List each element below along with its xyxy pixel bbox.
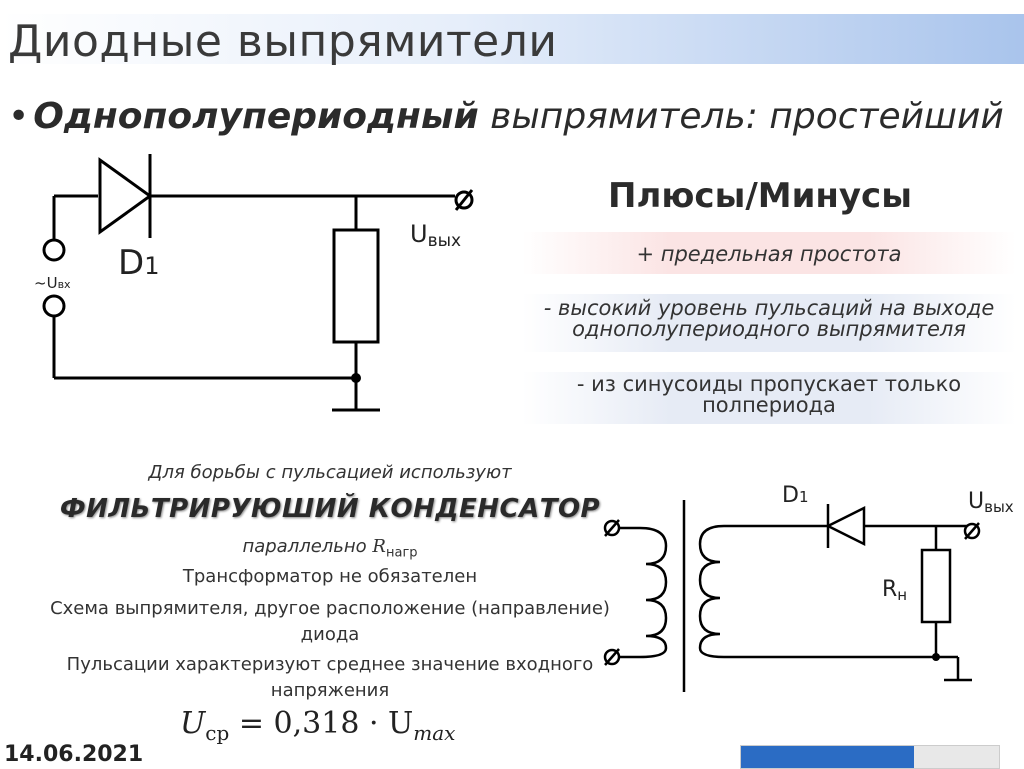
bullet-bold: Однополупериодный <box>33 96 479 137</box>
bullet-rest: выпрямитель: простейший <box>478 96 1004 137</box>
svg-text:Uвых <box>410 220 461 251</box>
formula-rhs-sub: max <box>413 721 456 745</box>
note-highlight: ФИЛЬТРИРУЮШИЙ КОНДЕНСАТОР <box>59 494 601 524</box>
c2-diode-label: D <box>782 483 799 508</box>
slide-title: Диодные выпрямители <box>8 16 558 67</box>
input-terminal-bottom-icon <box>44 296 64 316</box>
progress-bar <box>740 745 1000 769</box>
formula <box>180 706 455 745</box>
note-parallel-text: параллельно <box>242 536 373 557</box>
secondary-winding-icon <box>700 526 742 657</box>
c2-output-sub: вых <box>984 498 1014 516</box>
resistor-icon <box>334 230 378 342</box>
progress-fill <box>741 746 914 768</box>
c1-diode-label: D <box>118 243 145 283</box>
half-wave-circuit <box>0 140 500 430</box>
svg-text:~Uвх <box>34 274 71 292</box>
c1-input-sub: вх <box>57 278 71 291</box>
formula-rhs: = 0,318 · U <box>229 706 414 741</box>
formula-lhs: U <box>180 706 206 741</box>
c2-output-label: U <box>968 489 985 514</box>
note-scheme: Схема выпрямителя, другое расположение (направление) диода <box>50 598 610 645</box>
formula-lhs-sub: ср <box>205 721 230 745</box>
note-parallel <box>20 536 640 561</box>
c1-output-sub: вых <box>427 231 462 251</box>
c1-diode-sub: 1 <box>144 252 160 280</box>
c2-diode-icon <box>828 508 864 544</box>
primary-winding-icon <box>620 528 666 657</box>
con-item-ripple: - высокий уровень пульсаций на выходе однополупериодного выпрямителя <box>522 294 1016 352</box>
bullet-line <box>8 96 1004 137</box>
note-transformer: Трансформатор не обязателен <box>182 566 478 587</box>
transformer-circuit <box>596 470 1024 700</box>
svg-text:D1 <box>782 483 809 508</box>
c2-diode-sub: 1 <box>798 488 809 506</box>
note-parallel-r: R <box>372 536 386 557</box>
svg-text:D1 <box>118 243 159 283</box>
note-intro: Для борьбы с пульсацией используют <box>148 462 512 483</box>
input-terminal-top-icon <box>44 240 64 260</box>
c2-resistor-sub: н <box>897 586 908 604</box>
svg-text:Rн <box>882 577 907 604</box>
pros-cons-title: Плюсы/Минусы <box>608 176 912 216</box>
note-ripple: Пульсации характеризуют среднее значение входного напряжения <box>66 654 594 701</box>
diode-icon <box>100 160 150 232</box>
pro-item-simplicity: + предельная простота <box>522 232 1016 274</box>
c1-output-label: U <box>410 220 428 248</box>
bullet-dot-icon: • <box>8 96 30 137</box>
footer-date: 14.06.2021 <box>4 742 144 767</box>
note-parallel-sub: нагр <box>385 545 418 561</box>
c2-resistor-label: R <box>882 577 898 602</box>
con-item-half-period: - из синусоиды пропускает только полпериода <box>522 372 1016 424</box>
c1-input-label: ~U <box>34 274 58 292</box>
svg-text:Uвых <box>968 489 1014 516</box>
c2-resistor-icon <box>922 550 950 622</box>
